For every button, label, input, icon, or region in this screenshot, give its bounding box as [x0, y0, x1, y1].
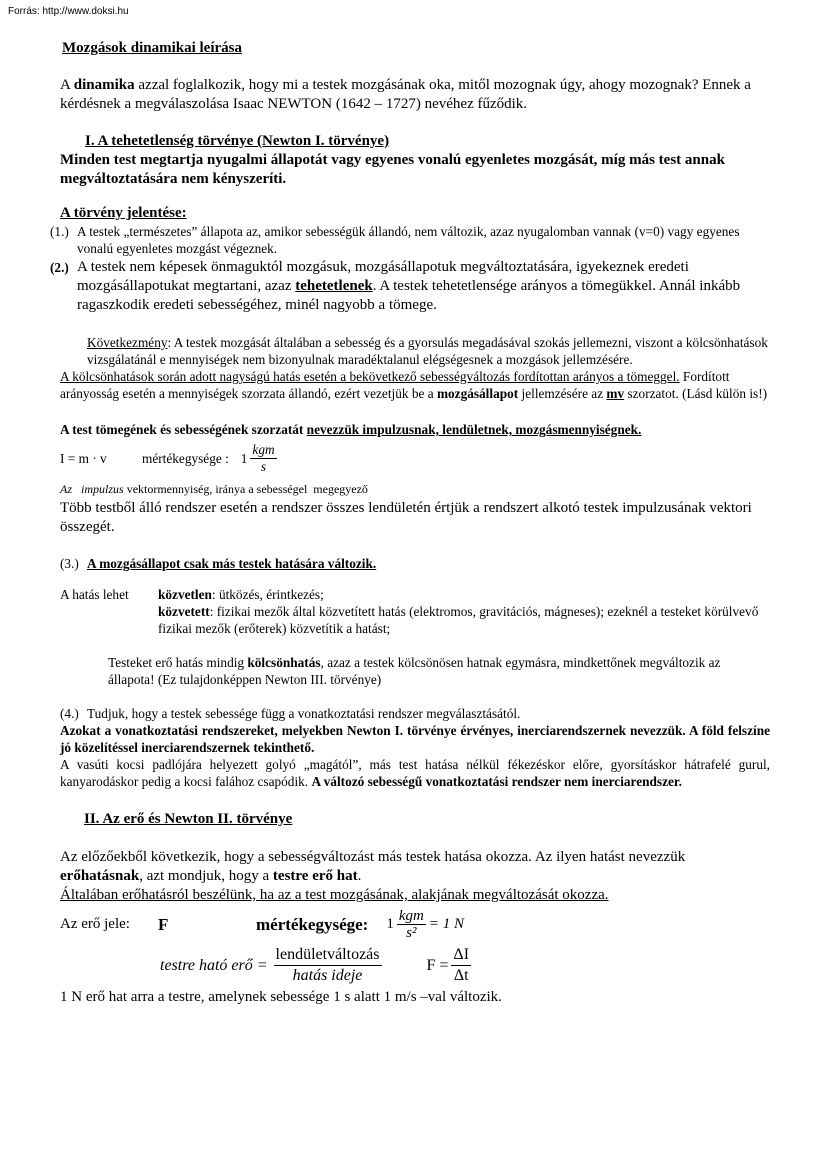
item-number: (4.): [60, 706, 79, 721]
interaction-underlined: A kölcsönhatások során adott nagyságú hatás esetén a bekövetkező sebességváltozás fordítottan arányos a tömeggel.: [60, 369, 680, 384]
sign-label: Az erő jele:: [60, 916, 130, 932]
F-lhs: F =: [426, 956, 449, 974]
unit-fraction: [250, 442, 276, 475]
vector-line-italic: Az impulzus: [60, 482, 124, 496]
force-unit-denominator: s²: [406, 925, 417, 941]
item-text: Tudjuk, hogy a testek sebessége függ a vonatkoztatási rendszer megválasztásától.: [87, 706, 521, 721]
force-fraction: [274, 945, 382, 986]
vector-line: [60, 481, 770, 498]
mutual-paragraph: [108, 654, 770, 688]
force-unit-numerator: kgm: [398, 908, 424, 924]
interaction-text: szorzatot. (Lásd külön is!): [624, 386, 768, 401]
item-number: (1.): [50, 224, 69, 239]
impulse-definition: [60, 421, 770, 438]
item-text: A mozgásállapot csak más testek hatására változik.: [87, 556, 377, 571]
vector-line-text: vektormennyiség, iránya a sebességel megegyező: [123, 482, 368, 496]
list-item-4: [60, 705, 770, 722]
interaction-bold: mozgásállapot: [436, 386, 519, 401]
system-paragraph: Több testből álló rendszer esetén a rendszer összes lendületén értjük a rendszert alkotó testek impulzusának vektori összegét.: [60, 500, 752, 535]
item-text: A testek nem képesek önmaguktól mozgásuk, mozgásállapotuk megváltoztatására, igyekeznek eredeti mozgásállapotukat megtartani, azaz: [77, 259, 689, 294]
force-text: , azt mondjuk, hogy a: [139, 868, 273, 884]
sign-value: F: [158, 915, 169, 934]
F-fraction: [451, 945, 471, 986]
effect-label: A hatás lehet: [60, 587, 129, 602]
force-bold: testre erő hat: [272, 868, 358, 884]
consequence-label: Következmény: [87, 335, 168, 350]
item-bold: tehetetlenek: [295, 278, 373, 294]
force-bold: erőhatásnak: [60, 868, 140, 884]
item-text: A testek „természetes” állapota az, amikor sebességük állandó, nem változik, azaz nyugalomban vannak (v=0) vagy egyenes vonalú egyenletes mozgást végeznek.: [77, 224, 740, 256]
interaction-text: jellemzésére az: [518, 386, 607, 401]
wagon-text: A vasúti kocsi padlójára helyezett golyó „magától”, más test hatása nélkül fékezéskor előre, gyorsításkor hátrafelé gurul, kanyarodáskor pedig a kocsi falához csapódik.: [60, 757, 770, 789]
force-denominator: hatás ideje: [292, 967, 363, 984]
force-numerator: lendületváltozás: [274, 945, 382, 966]
force-text: Az előzőekből következik, hogy a sebességváltozást más testek hatása okozza. Az ilyen hatást nevezzük: [60, 849, 686, 865]
unit-one: 1: [240, 451, 248, 466]
effect-block: [60, 586, 770, 637]
impulse-equation: I = m · v: [60, 451, 107, 466]
list-item-3: [60, 555, 770, 572]
document-page: [50, 40, 770, 1007]
impulse-formula: [60, 442, 770, 475]
section1-statement: Minden test megtartja nyugalmi állapotát vagy egyenes vonalú egyenletes mozgását, míg más test annak megváltoztatására nem kényszeríti.: [60, 152, 725, 187]
force-unit-equals: = 1 N: [428, 916, 464, 932]
newton-definition: 1 N erő hat arra a testre, amelynek sebessége 1 s alatt 1 m/s –val változik.: [60, 989, 502, 1005]
direct-bold: közvetlen: [158, 587, 212, 602]
intro-bold: dinamika: [73, 77, 135, 93]
F-denominator: Δt: [453, 967, 469, 984]
item-number: (2.): [50, 260, 69, 275]
force-sign-line: [60, 908, 770, 941]
unit-numerator: kgm: [252, 442, 275, 457]
item-text: . A testek tehetetlensége arányos a tömegükkel. Annál inkább ragaszkodik eredeti sebességéhez, minél nagyobb a tömege.: [77, 278, 741, 313]
force-unit-fraction: [397, 908, 426, 941]
indirect-effect: [158, 603, 770, 637]
wagon-bold: A változó sebességű vonatkoztatási rendszer nem inerciarendszer.: [311, 774, 682, 789]
source-label: Forrás: http://www.doksi.hu: [8, 6, 129, 17]
interaction-text: Fordított arányosság esetén a mennyiségek szorzata állandó, ezért vezetjük be a: [60, 369, 730, 401]
force-lhs: testre ható erő =: [160, 956, 268, 974]
force-formula-line: [60, 945, 770, 986]
unit-label: mértékegysége :: [142, 451, 229, 466]
mutual-text: Testeket erő hatás mindig: [108, 655, 248, 670]
item-number: (3.): [60, 556, 79, 571]
meaning-heading: A törvény jelentése:: [60, 205, 187, 221]
force-text: .: [357, 868, 362, 884]
indirect-text: : fizikai mezők által közvetített hatás (elektromos, gravitációs, mágneses); ezeknél a testeket körülvevő fizikai mezők (erőterek) közvetítik a hatást;: [158, 604, 759, 636]
section1-heading: I. A tehetetlenség törvénye (Newton I. törvénye): [85, 133, 390, 149]
force-general: Általában erőhatásról beszélünk, ha az a test mozgásának, alakjának megváltozását okozza.: [60, 887, 609, 903]
impulse-underlined: nevezzük impulzusnak, lendületnek, mozgásmennyiségnek.: [306, 422, 642, 437]
wagon-paragraph: [60, 756, 770, 790]
impulse-text: A test tömegének és sebességének szorzatát: [60, 422, 307, 437]
consequence-text: : A testek mozgását általában a sebesség és a gyorsulás megadásával szokás jellemezni, viszont a kölcsönhatások vizsgálatánál e mennyiségek nem bizonyulnak maradéktalanul elégségesnek a mozgások jellemzésére.: [87, 335, 768, 367]
list-item-1: [50, 223, 770, 257]
direct-text: : ütközés, érintkezés;: [211, 587, 324, 602]
indirect-bold: közvetett: [158, 604, 210, 619]
inertial-definition: Azokat a vonatkoztatási rendszereket, melyekben Newton I. törvénye érvényes, inerciarendszernek nevezzük. A föld felszíne jó közelítéssel inerciarendszernek tekinthető.: [60, 723, 770, 755]
intro-text-a: A: [60, 77, 74, 93]
intro-text-b: azzal foglalkozik, hogy mi a testek mozgásának oka, mitől mozognak úgy, ahogy mozognak? Ennek a kérdésnek a megválaszolása Isaac NEWTON (1642 – 1727) nevéhez fűződik.: [60, 77, 751, 112]
force-unit-one: 1: [386, 916, 394, 932]
intro-paragraph: [60, 76, 770, 114]
interaction-paragraph: [60, 368, 770, 402]
force-unit-label: mértékegysége:: [256, 915, 369, 934]
list-item-2: [50, 258, 770, 315]
F-numerator: ΔI: [451, 945, 471, 966]
unit-denominator: s: [260, 459, 267, 474]
mutual-bold: kölcsönhatás: [247, 655, 321, 670]
force-paragraph: [60, 848, 770, 886]
consequence-paragraph: [87, 334, 770, 368]
direct-effect: [158, 586, 770, 603]
mv-term: mv: [606, 386, 625, 401]
page-title: Mozgások dinamikai leírása: [62, 40, 243, 56]
mutual-text: , azaz a testek kölcsönösen hatnak egymásra, mindkettőnek megváltozik az állapota! (Ez tulajdonképpen Newton III. törvénye): [108, 655, 721, 687]
section2-heading: II. Az erő és Newton II. törvénye: [84, 811, 293, 827]
